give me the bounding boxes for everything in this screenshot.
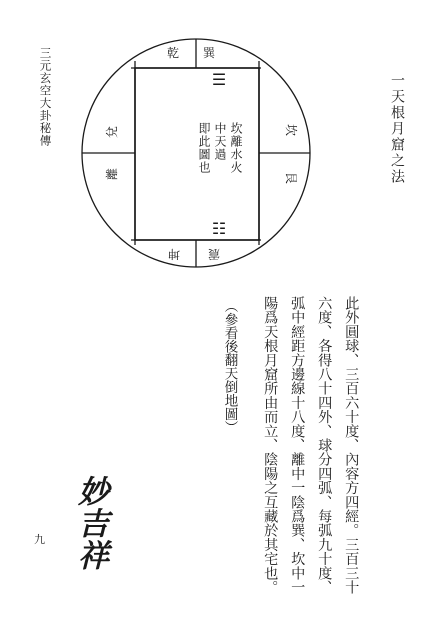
margin-title: 三元玄空大卦秘傳 [38, 47, 53, 147]
body-line-4: 陽爲天根月窟所由而立、陰陽之互藏於其宅也。 [262, 296, 279, 595]
trigram-top: ☰ [211, 70, 227, 89]
section-heading: 一天根月窟之法 [389, 73, 405, 185]
body-line-1: 此外圓球、三百六十度、內容方四經。三百三十 [343, 296, 360, 595]
trigram-bottom: ☷ [211, 219, 227, 238]
cell-left-bottom: 離 [105, 167, 119, 181]
cell-right-bottom: 艮 [284, 171, 298, 185]
cell-top-right: 巽 [202, 46, 216, 60]
cell-bottom-left: 坤 [167, 247, 181, 261]
cell-top-left: 乾 [166, 46, 180, 60]
square-text-col-2: 中天過 [213, 122, 227, 161]
calligraphy-seal: 妙吉祥 [72, 475, 108, 571]
body-line-2: 六度、各得八十四外、球分四弧、每弧九十度、 [316, 296, 333, 595]
cell-left-top: 兌 [105, 125, 119, 139]
square-text-col-3: 即此圖也 [197, 122, 211, 174]
reference-note: （參看後翻天倒地圖） [221, 299, 238, 434]
square-text-col-1: 坎離水火 [229, 122, 243, 174]
body-line-3: 弧中經距方邊線十八度、離中一陰爲巽、坎中一 [289, 296, 306, 595]
cell-bottom-right: 震 [207, 247, 221, 261]
page-number: 九 [34, 533, 45, 546]
cell-right-top: 坎 [284, 123, 298, 137]
